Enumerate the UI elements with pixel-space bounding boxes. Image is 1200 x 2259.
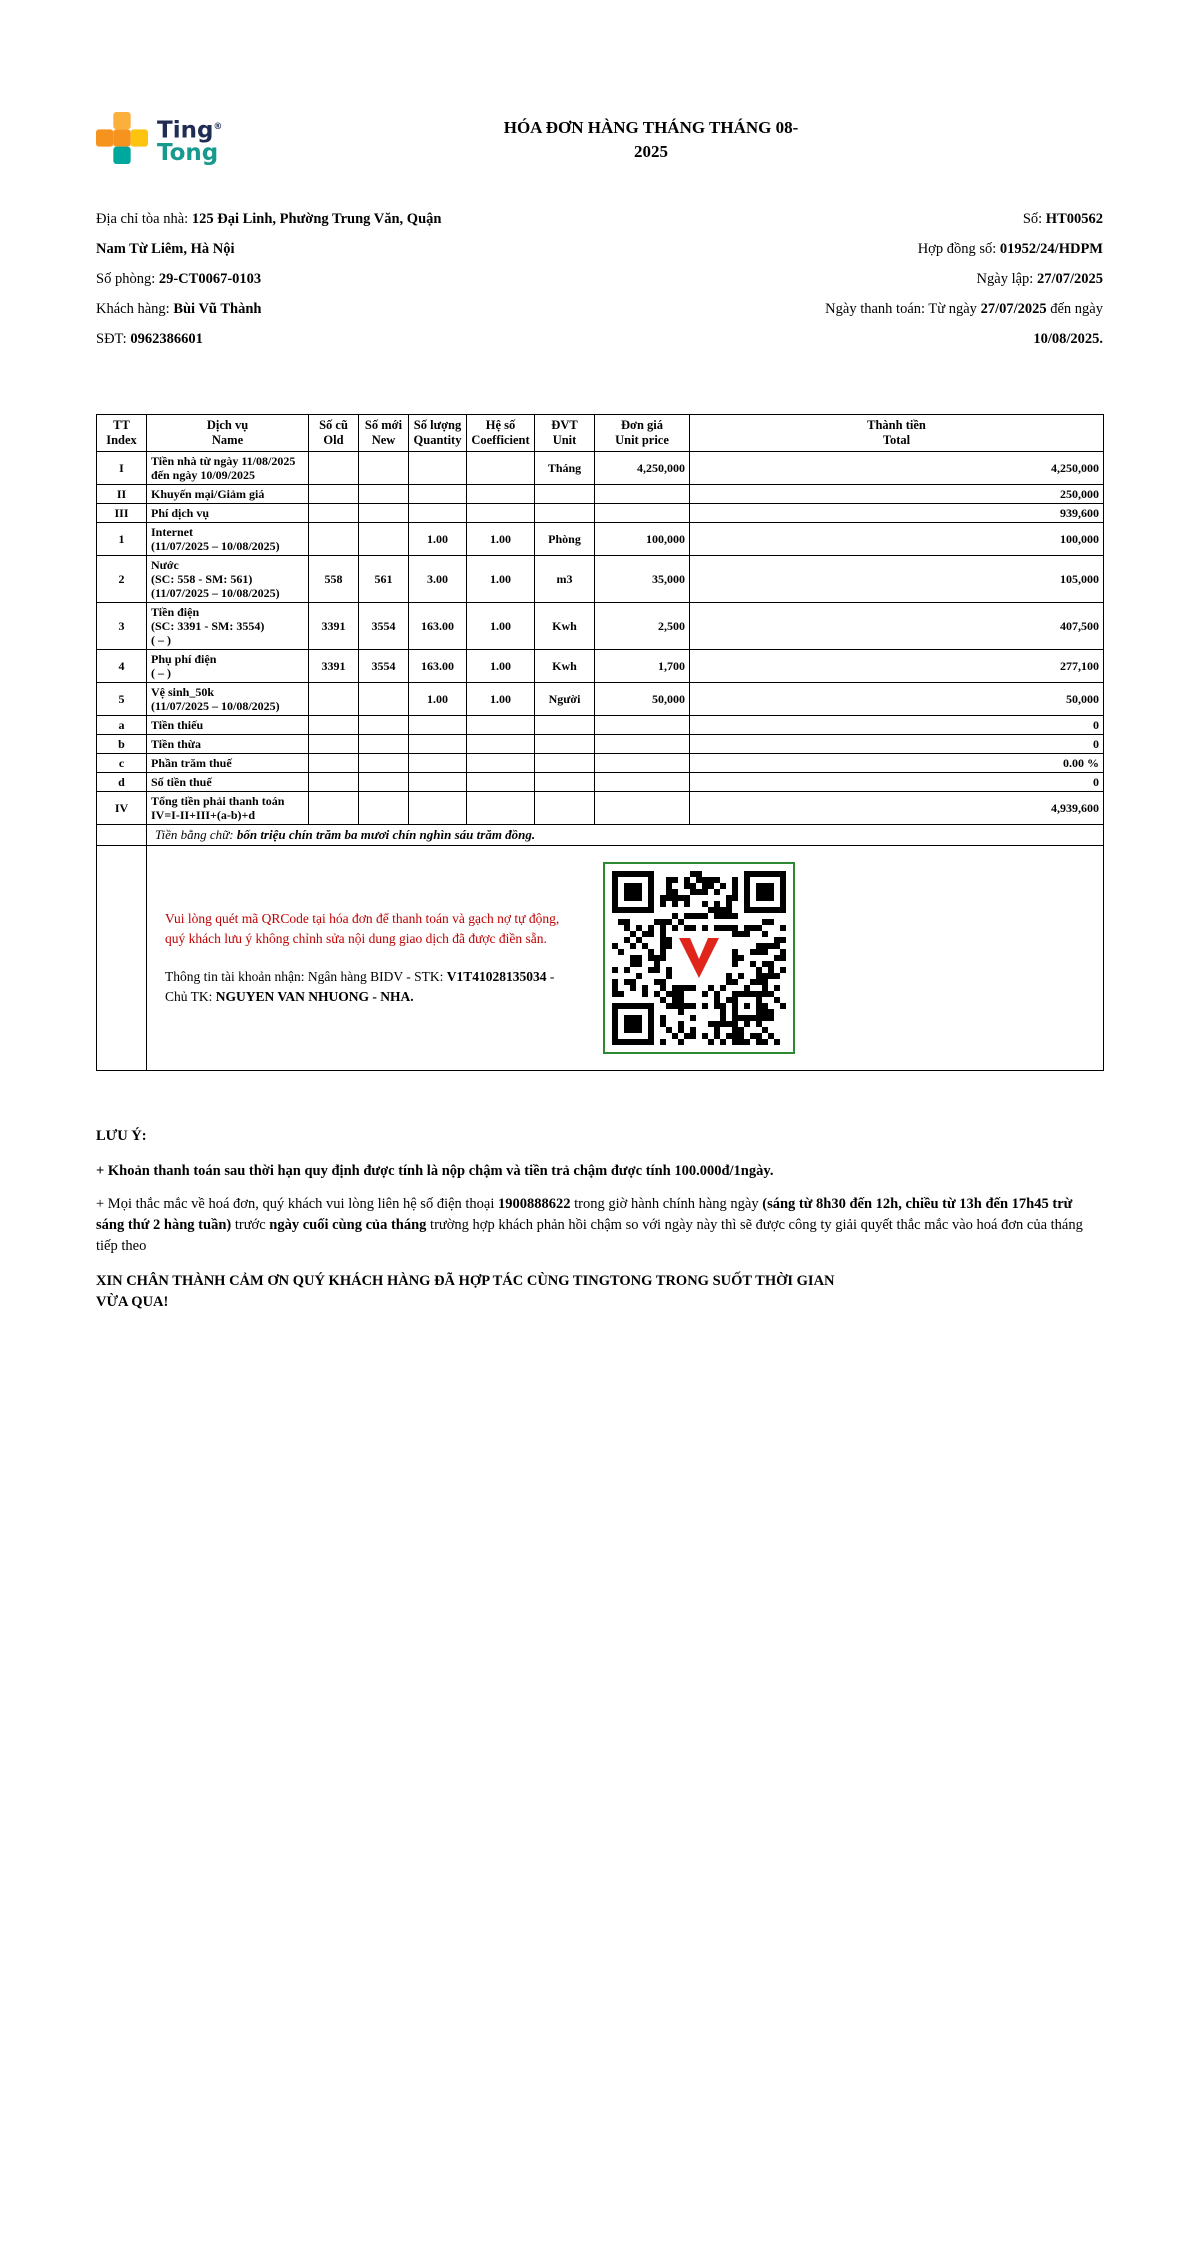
cell-tt: d xyxy=(97,773,147,792)
cell-coef: 1.00 xyxy=(467,650,535,683)
text-segment: trong giờ hành chính hàng ngày xyxy=(570,1196,763,1212)
cell-total: 0.00 % xyxy=(690,754,1104,773)
text-segment: 125 Đại Linh, Phường Trung Văn, Quận Nam Từ Liêm, Hà Nội xyxy=(96,211,442,257)
cell-total: 4,939,600 xyxy=(690,792,1104,825)
cell-new xyxy=(359,485,409,504)
invoice-row xyxy=(97,773,1104,792)
bank-account-info xyxy=(165,967,565,1007)
cell-unit: Người xyxy=(535,683,595,716)
invoice-info xyxy=(96,204,1103,354)
tingtong-logo xyxy=(96,112,222,169)
cell-unit xyxy=(535,735,595,754)
invoice-title xyxy=(456,116,846,164)
cell-old xyxy=(309,683,359,716)
cell-total: 277,100 xyxy=(690,650,1104,683)
cell-coef xyxy=(467,485,535,504)
invoice-row xyxy=(97,716,1104,735)
text-segment: 01952/24/HDPM xyxy=(999,241,1103,257)
cell-new: 3554 xyxy=(359,650,409,683)
cell-total: 4,250,000 xyxy=(690,452,1104,485)
text-segment: 0962386601 xyxy=(130,331,203,347)
empty-cell xyxy=(97,825,147,846)
cell-tt: a xyxy=(97,716,147,735)
cell-qty xyxy=(409,754,467,773)
cell-name: Phụ phí điện ( – ) xyxy=(147,650,309,683)
cell-new xyxy=(359,716,409,735)
column-header: TT Index xyxy=(97,415,147,452)
cell-total: 50,000 xyxy=(690,683,1104,716)
text-segment: Ngày lập: xyxy=(976,271,1037,287)
cell-old xyxy=(309,735,359,754)
cell-price xyxy=(595,773,690,792)
cell-tt: II xyxy=(97,485,147,504)
cell-unit xyxy=(535,792,595,825)
cell-qty xyxy=(409,773,467,792)
amount-in-words-cell xyxy=(147,825,1104,846)
text-segment: 27/07/2025 xyxy=(1036,271,1103,287)
cell-price: 2,500 xyxy=(595,603,690,650)
cell-coef: 1.00 xyxy=(467,523,535,556)
invoice-row xyxy=(97,683,1104,716)
text-segment: V1T41028135034 xyxy=(446,969,547,984)
cell-name: Tiền điện (SC: 3391 - SM: 3554) ( – ) xyxy=(147,603,309,650)
cell-qty: 1.00 xyxy=(409,683,467,716)
text-segment: + Mọi thắc mắc về hoá đơn, quý khách vui lòng liên hệ số điện thoại xyxy=(96,1196,499,1212)
invoice-title-line1: HÓA ĐƠN HÀNG THÁNG THÁNG 08- xyxy=(503,118,799,137)
customer-info xyxy=(96,204,448,354)
text-segment: Khách hàng: xyxy=(96,301,174,317)
thank-you-message: XIN CHÂN THÀNH CẢM ƠN QUÝ KHÁCH HÀNG ĐÃ HỢP TÁC CÙNG TINGTONG TRONG SUỐT THỜI GIAN VỪA QUA! xyxy=(96,1273,835,1310)
cell-total: 0 xyxy=(690,735,1104,754)
invoice-row xyxy=(97,485,1104,504)
invoice-row xyxy=(97,523,1104,556)
cell-unit xyxy=(535,754,595,773)
text-segment: 1900888622 xyxy=(498,1196,571,1212)
cell-tt: b xyxy=(97,735,147,754)
text-segment: (sáng từ 8h30 đến 12h, chiều từ 13h đến 17h45 trừ sáng thứ 2 hàng tuần) xyxy=(96,1196,1073,1233)
cell-new xyxy=(359,523,409,556)
invoice-meta xyxy=(783,204,1103,354)
footer-notes xyxy=(96,1126,1103,1313)
info-line xyxy=(783,204,1103,234)
text-segment: Hợp đồng số: xyxy=(917,241,1000,257)
invoice-row xyxy=(97,504,1104,523)
cell-total: 0 xyxy=(690,716,1104,735)
cell-tt: III xyxy=(97,504,147,523)
cell-unit: Phòng xyxy=(535,523,595,556)
invoice-title-line2: 2025 xyxy=(634,142,668,161)
cell-old xyxy=(309,485,359,504)
qr-instructions xyxy=(165,909,565,1007)
logo-word-ting: Ting® xyxy=(157,117,223,144)
cell-coef xyxy=(467,754,535,773)
cell-name: Vệ sinh_50k (11/07/2025 – 10/08/2025) xyxy=(147,683,309,716)
info-line xyxy=(96,324,448,354)
invoice-row xyxy=(97,754,1104,773)
cell-name: Số tiền thuế xyxy=(147,773,309,792)
cell-price: 1,700 xyxy=(595,650,690,683)
cell-qty xyxy=(409,452,467,485)
cell-coef: 1.00 xyxy=(467,603,535,650)
cell-price: 4,250,000 xyxy=(595,452,690,485)
cell-tt: 3 xyxy=(97,603,147,650)
column-header: Dịch vụ Name xyxy=(147,415,309,452)
notes-heading: LƯU Ý: xyxy=(96,1128,147,1144)
column-header: Số mới New xyxy=(359,415,409,452)
cell-old xyxy=(309,754,359,773)
info-line xyxy=(96,264,448,294)
text-segment: đến ngày xyxy=(1046,301,1103,317)
cell-price xyxy=(595,754,690,773)
invoice-row xyxy=(97,603,1104,650)
cell-coef: 1.00 xyxy=(467,683,535,716)
cell-new: 561 xyxy=(359,556,409,603)
cell-tt: I xyxy=(97,452,147,485)
cell-tt: IV xyxy=(97,792,147,825)
cell-name: Nước (SC: 558 - SM: 561) (11/07/2025 – 10/08/2025) xyxy=(147,556,309,603)
info-line xyxy=(783,234,1103,264)
cell-name: Khuyến mại/Giảm giá xyxy=(147,485,309,504)
cell-qty: 163.00 xyxy=(409,650,467,683)
column-header: ĐVT Unit xyxy=(535,415,595,452)
text-segment: Số: xyxy=(1022,211,1046,227)
info-line xyxy=(783,294,1103,354)
text-segment: NGUYEN VAN NHUONG - NHA. xyxy=(215,989,414,1004)
cell-old: 558 xyxy=(309,556,359,603)
info-line xyxy=(783,264,1103,294)
cell-price: 35,000 xyxy=(595,556,690,603)
cell-name: Tiền thừa xyxy=(147,735,309,754)
registered-mark: ® xyxy=(213,121,223,132)
cell-name: Internet (11/07/2025 – 10/08/2025) xyxy=(147,523,309,556)
cell-unit: m3 xyxy=(535,556,595,603)
cell-old xyxy=(309,716,359,735)
cell-unit: Tháng xyxy=(535,452,595,485)
cell-old xyxy=(309,452,359,485)
header xyxy=(96,112,1103,172)
cell-name: Tiền thiếu xyxy=(147,716,309,735)
table-header-row xyxy=(97,415,1104,452)
amount-in-words-label: Tiền bằng chữ: xyxy=(155,827,237,842)
amount-in-words-value: bốn triệu chín trăm ba mươi chín nghìn sáu trăm đồng. xyxy=(236,827,536,842)
cell-qty: 1.00 xyxy=(409,523,467,556)
cell-qty xyxy=(409,735,467,754)
cell-tt: 5 xyxy=(97,683,147,716)
cell-name: Phần trăm thuế xyxy=(147,754,309,773)
text-segment: Địa chỉ tòa nhà: xyxy=(96,211,192,227)
cell-new xyxy=(359,683,409,716)
cell-tt: 4 xyxy=(97,650,147,683)
cell-name: Tiền nhà từ ngày 11/08/2025 đến ngày 10/09/2025 xyxy=(147,452,309,485)
cell-new xyxy=(359,792,409,825)
cell-unit: Kwh xyxy=(535,650,595,683)
text-segment: Thông tin tài khoản nhận: Ngân hàng BIDV - STK: xyxy=(165,969,447,984)
amount-in-words-row xyxy=(97,825,1104,846)
cell-tt: 1 xyxy=(97,523,147,556)
cell-new xyxy=(359,735,409,754)
cell-price xyxy=(595,485,690,504)
cell-total: 250,000 xyxy=(690,485,1104,504)
cell-new xyxy=(359,452,409,485)
cell-new xyxy=(359,773,409,792)
text-segment: Bùi Vũ Thành xyxy=(173,301,262,317)
cell-old xyxy=(309,523,359,556)
text-segment: Ngày thanh toán: Từ ngày xyxy=(825,301,981,317)
cell-coef xyxy=(467,716,535,735)
cell-qty xyxy=(409,504,467,523)
cell-name: Tổng tiền phải thanh toán IV=I-II+III+(a-b)+d xyxy=(147,792,309,825)
invoice-row xyxy=(97,735,1104,754)
cell-price xyxy=(595,504,690,523)
text-segment: - Chủ TK: xyxy=(165,969,555,1004)
cell-coef: 1.00 xyxy=(467,556,535,603)
cell-coef xyxy=(467,452,535,485)
cell-old xyxy=(309,504,359,523)
text-segment: 29-CT0067-0103 xyxy=(158,271,262,287)
cell-coef xyxy=(467,504,535,523)
cell-price xyxy=(595,792,690,825)
cell-total: 407,500 xyxy=(690,603,1104,650)
cell-price xyxy=(595,716,690,735)
cell-price: 50,000 xyxy=(595,683,690,716)
cell-unit xyxy=(535,773,595,792)
column-header: Đơn giá Unit price xyxy=(595,415,690,452)
cell-price xyxy=(595,735,690,754)
logo-word-tong: Tong xyxy=(157,140,219,167)
info-line xyxy=(96,204,448,264)
text-segment: 27/07/2025 xyxy=(980,301,1047,317)
payment-qr-code xyxy=(603,862,795,1054)
cell-old xyxy=(309,792,359,825)
qr-code-image xyxy=(612,871,786,1045)
cell-old: 3391 xyxy=(309,603,359,650)
cell-tt: 2 xyxy=(97,556,147,603)
invoice-row xyxy=(97,650,1104,683)
cell-old: 3391 xyxy=(309,650,359,683)
empty-cell xyxy=(97,846,147,1071)
cell-qty: 163.00 xyxy=(409,603,467,650)
invoice-row xyxy=(97,556,1104,603)
text-segment: trước xyxy=(231,1217,270,1233)
qr-section-cell xyxy=(147,846,1104,1071)
cell-coef xyxy=(467,773,535,792)
text-segment: 10/08/2025. xyxy=(1033,331,1103,347)
invoice-row xyxy=(97,452,1104,485)
cell-new: 3554 xyxy=(359,603,409,650)
cell-qty xyxy=(409,792,467,825)
cell-old xyxy=(309,773,359,792)
tingtong-logo-text xyxy=(157,116,222,166)
text-segment: ngày cuối cùng của tháng xyxy=(269,1217,427,1233)
info-line xyxy=(96,294,448,324)
text-segment: HT00562 xyxy=(1045,211,1103,227)
qr-row xyxy=(97,846,1104,1071)
invoice-row xyxy=(97,792,1104,825)
cell-unit xyxy=(535,504,595,523)
late-payment-note: + Khoản thanh toán sau thời hạn quy định được tính là nộp chậm và tiền trả chậm được tính 100.000đ/1ngày. xyxy=(96,1163,774,1179)
tingtong-logo-icon xyxy=(96,112,148,169)
hotline-note xyxy=(96,1194,1103,1257)
cell-name: Phí dịch vụ xyxy=(147,504,309,523)
column-header: Hệ số Coefficient xyxy=(467,415,535,452)
cell-new xyxy=(359,754,409,773)
text-segment: trường hợp khách phản hồi chậm so với ngày này thì sẽ được công ty giải quyết thắc mắc vào hoá đơn của tháng tiếp theo xyxy=(96,1217,1083,1254)
cell-qty xyxy=(409,716,467,735)
text-segment: SĐT: xyxy=(96,331,131,347)
column-header: Số cũ Old xyxy=(309,415,359,452)
cell-total: 100,000 xyxy=(690,523,1104,556)
cell-unit xyxy=(535,716,595,735)
cell-price: 100,000 xyxy=(595,523,690,556)
column-header: Số lượng Quantity xyxy=(409,415,467,452)
column-header: Thành tiền Total xyxy=(690,415,1104,452)
text-segment: Số phòng: xyxy=(96,271,159,287)
cell-unit xyxy=(535,485,595,504)
cell-unit: Kwh xyxy=(535,603,595,650)
cell-qty: 3.00 xyxy=(409,556,467,603)
cell-new xyxy=(359,504,409,523)
cell-coef xyxy=(467,735,535,754)
cell-total: 105,000 xyxy=(690,556,1104,603)
cell-tt: c xyxy=(97,754,147,773)
cell-qty xyxy=(409,485,467,504)
cell-total: 939,600 xyxy=(690,504,1104,523)
cell-coef xyxy=(467,792,535,825)
invoice-table xyxy=(96,414,1104,1071)
qr-payment-note: Vui lòng quét mã QRCode tại hóa đơn để thanh toán và gạch nợ tự động, quý khách lưu ý không chỉnh sửa nội dung giao dịch đã được điền sẵn. xyxy=(165,911,560,946)
cell-total: 0 xyxy=(690,773,1104,792)
